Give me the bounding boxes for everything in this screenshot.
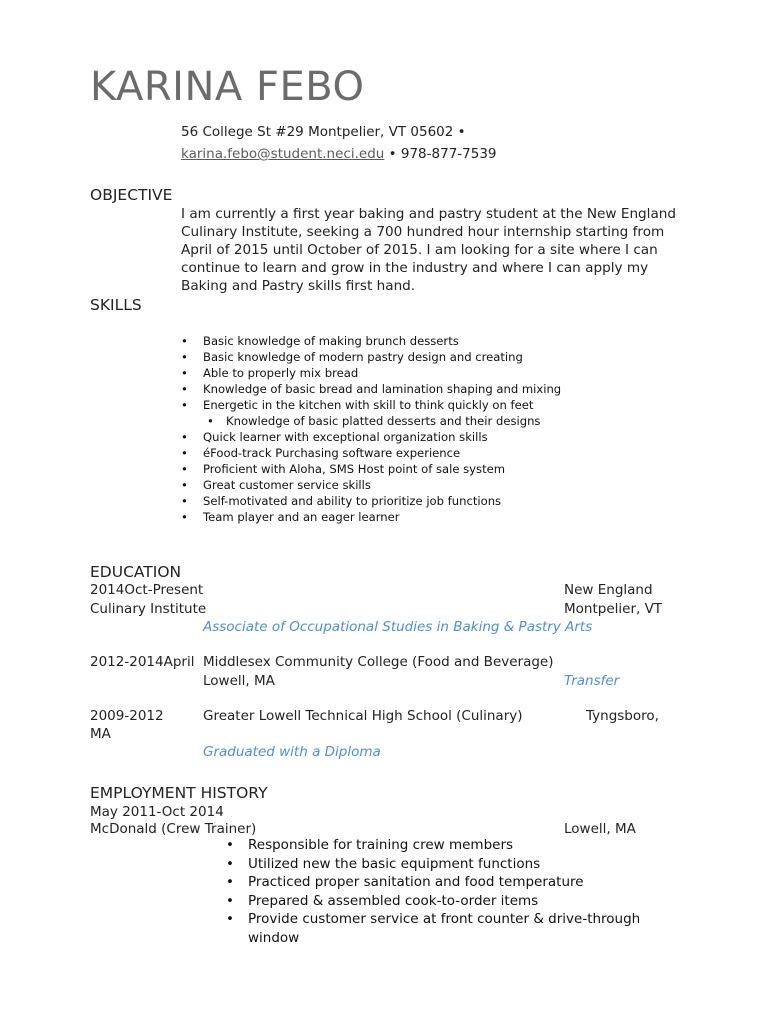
duty-text: Practiced proper sanitation and food temperature <box>248 874 584 890</box>
edu-school: Greater Lowell Technical High School (Culinary) <box>203 708 523 724</box>
bullet-icon: • <box>181 366 188 380</box>
job-dates: May 2011-Oct 2014 <box>90 804 224 820</box>
list-item <box>181 429 661 445</box>
duty-text: Responsible for training crew members <box>248 837 514 853</box>
bullet-icon: • <box>226 874 234 890</box>
bullet-icon: • <box>181 382 188 396</box>
skill-text: Self-motivated and ability to prioritize job functions <box>203 494 502 508</box>
skill-text: Great customer service skills <box>203 478 371 492</box>
contact-line <box>181 146 497 162</box>
list-item <box>226 836 676 855</box>
edu-location: Lowell, MA <box>203 673 275 689</box>
objective-heading: OBJECTIVE <box>90 186 173 204</box>
skill-text: Basic knowledge of making brunch desserts <box>203 334 459 348</box>
list-item <box>181 477 661 493</box>
skill-text: Able to properly mix bread <box>203 366 359 380</box>
edu-dates: 2014Oct-Present <box>90 582 204 598</box>
employment-heading: EMPLOYMENT HISTORY <box>90 784 268 802</box>
job-employer: McDonald (Crew Trainer) <box>90 821 257 837</box>
bullet-icon: • <box>226 855 234 872</box>
skill-text: Energetic in the kitchen with skill to think quickly on feet <box>203 398 534 412</box>
bullet-icon: • <box>181 462 188 476</box>
education-heading: EDUCATION <box>90 563 182 581</box>
skill-text: Proficient with Aloha, SMS Host point of sale system <box>203 462 506 476</box>
skill-text: éFood-track Purchasing software experience <box>203 446 461 460</box>
duty-text: Prepared & assembled cook-to-order items <box>248 892 539 909</box>
bullet-icon: • <box>181 510 188 524</box>
skills-list <box>181 333 661 525</box>
list-item <box>181 349 661 365</box>
candidate-name: KARINA FEBO <box>90 64 365 110</box>
list-item <box>181 509 661 525</box>
list-item <box>226 892 676 911</box>
edu-dates: 2012-2014April <box>90 654 195 670</box>
list-item <box>181 397 661 413</box>
bullet-icon: • <box>226 892 234 909</box>
skills-heading: SKILLS <box>90 296 142 314</box>
edu-location-cont: MA <box>90 726 111 742</box>
skill-text: Quick learner with exceptional organization skills <box>203 430 488 444</box>
job-location: Lowell, MA <box>564 821 636 837</box>
list-item <box>181 333 661 349</box>
bullet-icon: • <box>181 494 188 508</box>
edu-note: Graduated with a Diploma <box>203 744 381 760</box>
edu-dates: 2009-2012 <box>90 708 164 724</box>
edu-school: Middlesex Community College (Food and Beverage) <box>203 654 554 670</box>
list-item <box>226 855 676 874</box>
skill-text: Basic knowledge of modern pastry design and creating <box>203 350 523 364</box>
list-item <box>226 910 676 947</box>
bullet-icon: • <box>181 350 188 364</box>
edu-school: New England <box>564 582 653 598</box>
list-item <box>181 381 661 397</box>
job-duties-list <box>226 836 676 947</box>
duty-text: Utilized new the basic equipment functions <box>248 855 541 872</box>
skill-text: Team player and an eager learner <box>203 510 400 524</box>
duty-text: Provide customer service at front counter & drive-through window <box>248 911 641 946</box>
list-item <box>181 493 661 509</box>
list-item <box>181 365 661 381</box>
bullet-icon: • <box>226 911 234 927</box>
bullet-icon: • <box>226 837 234 853</box>
edu-location: Tyngsboro, <box>586 708 659 724</box>
list-item <box>181 445 661 461</box>
address-line: 56 College St #29 Montpelier, VT 05602 • <box>181 124 466 140</box>
edu-degree-note: Associate of Occupational Studies in Baking & Pastry Arts <box>203 619 593 635</box>
skill-text: Knowledge of basic bread and lamination shaping and mixing <box>203 382 562 396</box>
edu-location: Montpelier, VT <box>564 601 663 617</box>
edu-note: Transfer <box>564 673 620 689</box>
list-item <box>226 873 676 892</box>
bullet-icon: • <box>181 430 188 444</box>
bullet-icon: • <box>181 398 188 412</box>
email-link[interactable]: karina.febo@student.neci.edu <box>181 146 385 162</box>
bullet-icon: • <box>181 334 188 348</box>
phone-text: • 978-877-7539 <box>388 146 497 162</box>
skill-text: Knowledge of basic platted desserts and their designs <box>226 414 541 428</box>
list-item-nested <box>181 413 661 429</box>
bullet-icon: • <box>207 414 214 428</box>
list-item <box>181 461 661 477</box>
bullet-icon: • <box>181 446 188 460</box>
bullet-icon: • <box>181 478 188 492</box>
objective-text: I am currently a first year baking and pastry student at the New England Culinary Institute, seeking a 700 hundred hour internship starting from April of 2015 until October of 2015. I am looking for a site where I can continue to learn and grow in the industry and where I can apply my Baking and Pastry skills first hand. <box>181 206 677 294</box>
edu-school-cont: Culinary Institute <box>90 601 207 617</box>
